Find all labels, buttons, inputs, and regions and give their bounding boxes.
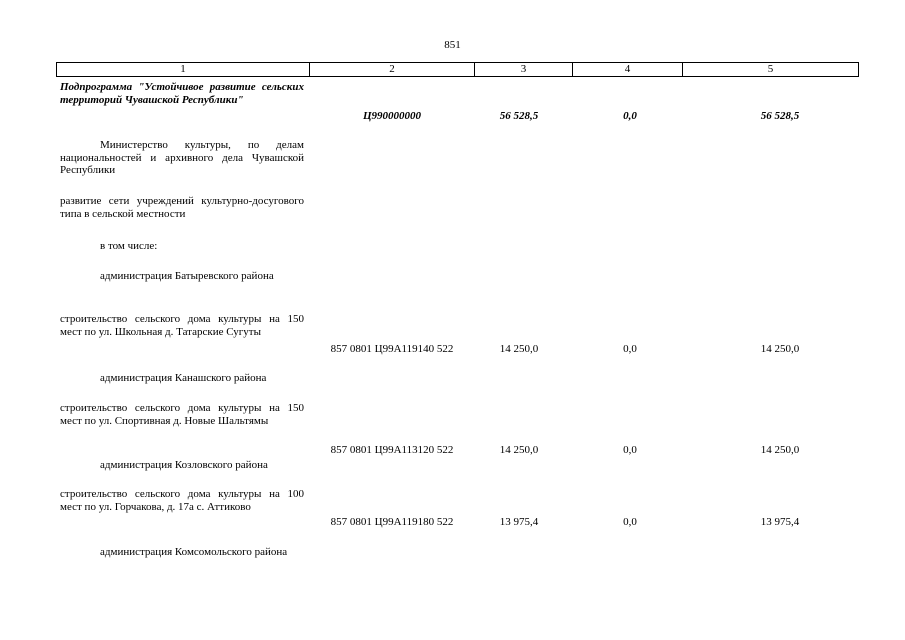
column-header-3: 3 [475, 63, 573, 77]
row-subprogram-description: Подпрограмма "Устойчивое развитие сельских территорий Чувашской Республики" [60, 81, 304, 106]
column-header-4: 4 [573, 63, 683, 77]
row-construction-tatarskie-sugut-value-4: 0,0 [623, 343, 637, 355]
row-construction-novye-shaltyamy-value-5: 14 250,0 [760, 444, 800, 456]
row-construction-novye-shaltyamy-description: строительство сельского дома культуры на 150 мест по ул. Спортивная д. Новые Шальтямы [60, 402, 304, 427]
column-header-1: 1 [57, 63, 310, 77]
row-batyrevsky-admin-description: администрация Батыревского района [100, 270, 274, 282]
row-construction-tatarskie-sugut-code: 857 0801 Ц99А119140 522 [330, 343, 454, 355]
row-construction-tatarskie-sugut-value-3: 14 250,0 [499, 343, 539, 355]
row-subprogram-value-5: 56 528,5 [760, 110, 800, 122]
row-construction-tatarskie-sugut-value-5: 14 250,0 [760, 343, 800, 355]
column-header-row [56, 62, 859, 77]
row-subprogram-value-4: 0,0 [623, 110, 637, 122]
row-construction-attikovo-code: 857 0801 Ц99А119180 522 [330, 516, 454, 528]
row-ministry-description: Министерство культуры, по делам национальностей и архивного дела Чувашской Республики [60, 139, 304, 176]
column-header-2: 2 [310, 63, 475, 77]
row-network-development-description: развитие сети учреждений культурно-досугового типа в сельской местности [60, 195, 304, 220]
row-construction-attikovo-value-5: 13 975,4 [760, 516, 800, 528]
row-komsomolsky-admin-description: администрация Комсомольского района [100, 546, 288, 558]
row-kozlovsky-admin-description: администрация Козловского района [100, 459, 268, 471]
column-header-5: 5 [683, 63, 859, 77]
row-kanashsky-admin-description: администрация Канашского района [100, 372, 267, 384]
row-construction-novye-shaltyamy-value-4: 0,0 [623, 444, 637, 456]
row-subprogram-code: Ц990000000 [362, 110, 422, 122]
row-including-description: в том числе: [100, 240, 158, 252]
row-construction-tatarskie-sugut-description: строительство сельского дома культуры на 150 мест по ул. Школьная д. Татарские Сугуты [60, 313, 304, 338]
row-construction-attikovo-value-3: 13 975,4 [499, 516, 539, 528]
page-number: 851 [444, 39, 461, 51]
row-construction-attikovo-description: строительство сельского дома культуры на 100 мест по ул. Горчакова, д. 17а с. Аттиково [60, 488, 304, 513]
row-subprogram-value-3: 56 528,5 [499, 110, 539, 122]
row-construction-novye-shaltyamy-value-3: 14 250,0 [499, 444, 539, 456]
row-construction-attikovo-value-4: 0,0 [623, 516, 637, 528]
row-construction-novye-shaltyamy-code: 857 0801 Ц99А113120 522 [330, 444, 454, 456]
